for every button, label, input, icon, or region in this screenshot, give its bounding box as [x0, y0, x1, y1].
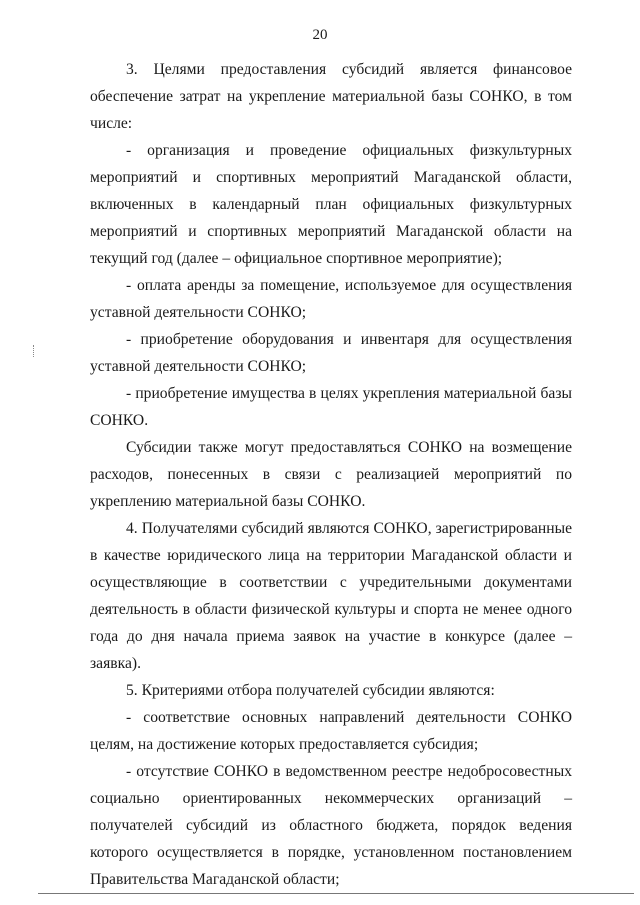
- page-number: 20: [312, 27, 328, 43]
- list-item-equipment: - приобретение оборудования и инвентаря для осуществления уставной деятельности СОНКО;: [90, 331, 572, 375]
- scan-artifact: [33, 345, 38, 357]
- paragraph-criteria: 5. Критериями отбора получателей субсидии являются:: [126, 682, 495, 699]
- document-body: [90, 56, 572, 893]
- paragraph-goals: 3. Целями предоставления субсидий является финансовое обеспечение затрат на укрепление материальной базы СОНКО, в том числе:: [90, 61, 572, 132]
- list-item-criteria-registry: - отсутствие СОНКО в ведомственном реестре недобросовестных социально ориентированных некоммерческих организаций – получателей субсидий из областного бюджета, порядок ведения которого осуществляется в порядке, установленном постановлением Правительства Магаданской области;: [90, 763, 572, 888]
- list-item-rent: - оплата аренды за помещение, используемое для осуществления уставной деятельности СОНКО;: [90, 277, 572, 321]
- page-bottom-edge: [38, 893, 634, 894]
- paragraph-reimbursement: Субсидии также могут предоставляться СОНКО на возмещение расходов, понесенных в связи с реализацией мероприятий по укреплению материальной базы СОНКО.: [90, 439, 572, 510]
- list-item-criteria-goals: - соответствие основных направлений деятельности СОНКО целям, на достижение которых предоставляется субсидия;: [90, 709, 572, 753]
- paragraph-recipients: 4. Получателями субсидий являются СОНКО, зарегистрированные в качестве юридического лица на территории Магаданской области и осуществляющие в соответствии с учредительными документами деятельность в области физической культуры и спорта не менее одного года до дня начала приема заявок на участие в конкурсе (далее – заявка).: [90, 520, 572, 672]
- list-item-events: - организация и проведение официальных физкультурных мероприятий и спортивных мероприятий Магаданской области, включенных в календарный план официальных физкультурных мероприятий и спортивных мероприятий Магаданской области на текущий год (далее – официальное спортивное мероприятие);: [90, 142, 572, 267]
- list-item-property: - приобретение имущества в целях укрепления материальной базы СОНКО.: [90, 385, 572, 429]
